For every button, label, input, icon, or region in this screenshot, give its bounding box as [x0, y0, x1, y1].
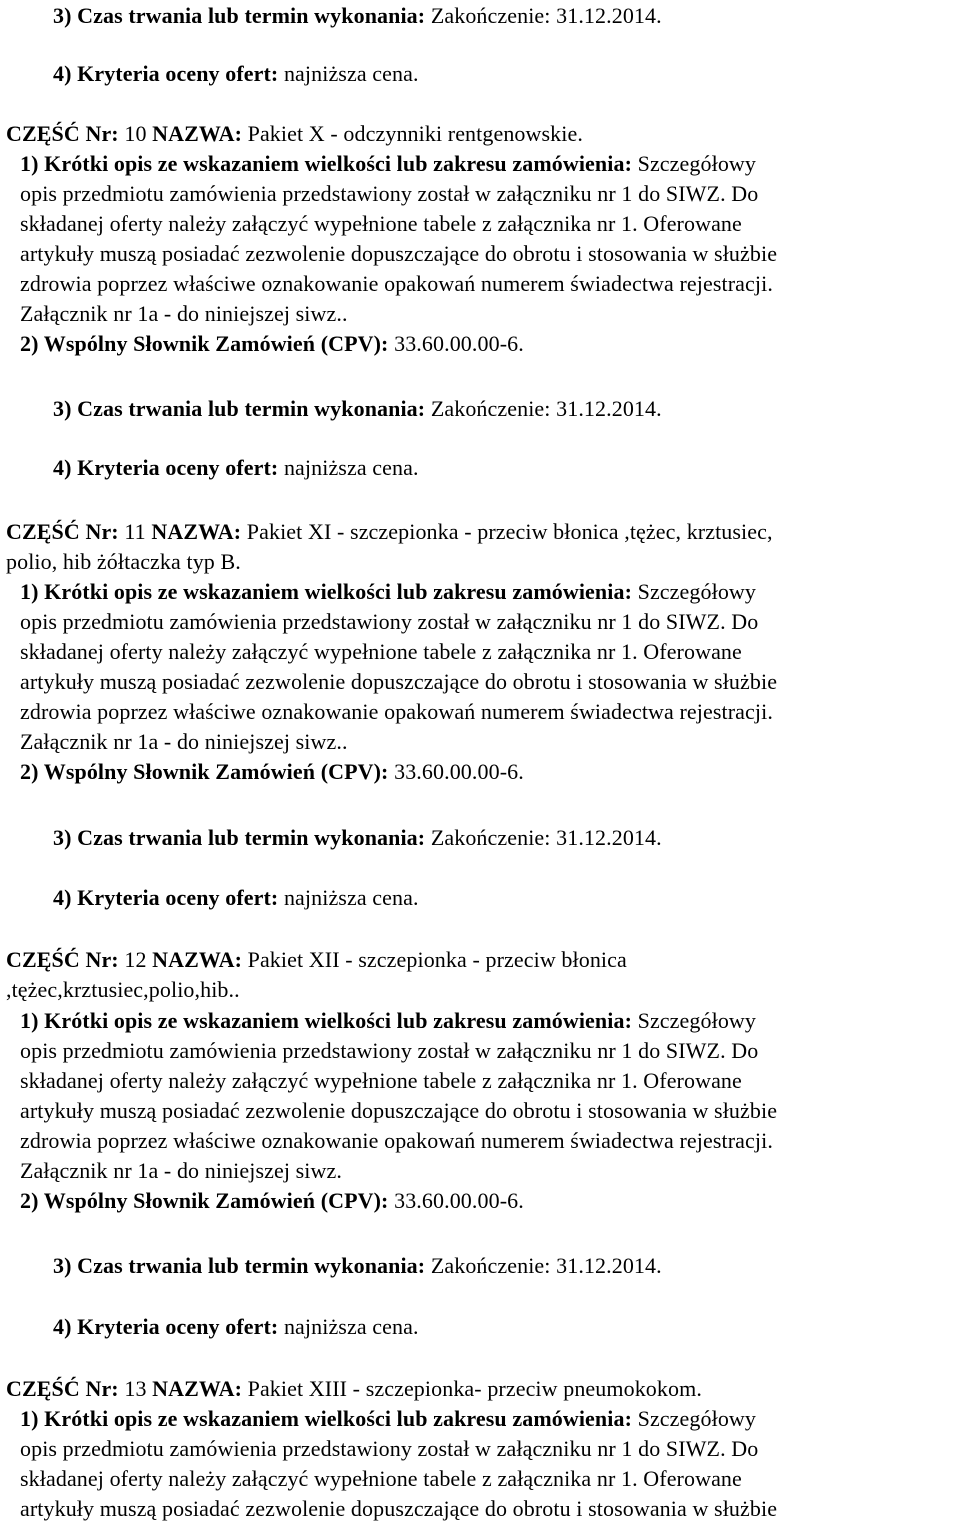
kryteria-line: 4) Kryteria oceny ofert: najniższa cena. [53, 1314, 419, 1339]
desc-line: opis przedmiotu zamówienia przedstawiony został w załączniku nr 1 do SIWZ. Do [20, 1038, 759, 1063]
desc-line: zdrowia poprzez właściwe oznakowanie opakowań numerem świadectwa rejestracji. [20, 1128, 773, 1153]
part-heading: CZĘŚĆ Nr: 12 NAZWA: Pakiet XII - szczepionka - przeciw błonica [6, 947, 627, 972]
czas-line: 3) Czas trwania lub termin wykonania: Zakończenie: 31.12.2014. [53, 3, 662, 28]
attachment-line: Załącznik nr 1a - do niniejszej siwz.. [20, 729, 348, 754]
part-heading-cont: ,tężec,krztusiec,polio,hib.. [6, 977, 240, 1002]
cpv-line: 2) Wspólny Słownik Zamówień (CPV): 33.60.00.00-6. [20, 331, 524, 356]
kryteria-line: 4) Kryteria oceny ofert: najniższa cena. [53, 61, 419, 86]
part-heading: CZĘŚĆ Nr: 11 NAZWA: Pakiet XI - szczepionka - przeciw błonica ,tężec, krztusiec, [6, 519, 773, 544]
part-heading: CZĘŚĆ Nr: 13 NAZWA: Pakiet XIII - szczepionka- przeciw pneumokokom. [6, 1376, 702, 1401]
attachment-line: Załącznik nr 1a - do niniejszej siwz. [20, 1158, 342, 1183]
desc-line: artykuły muszą posiadać zezwolenie dopuszczające do obrotu i stosowania w służbie [20, 1098, 778, 1123]
kryteria-line: 4) Kryteria oceny ofert: najniższa cena. [53, 885, 419, 910]
desc-line: 1) Krótki opis ze wskazaniem wielkości lub zakresu zamówienia: Szczegółowy [20, 579, 757, 604]
cpv-line: 2) Wspólny Słownik Zamówień (CPV): 33.60.00.00-6. [20, 759, 524, 784]
desc-line: artykuły muszą posiadać zezwolenie dopuszczające do obrotu i stosowania w służbie [20, 241, 778, 266]
desc-line: zdrowia poprzez właściwe oznakowanie opakowań numerem świadectwa rejestracji. [20, 271, 773, 296]
cpv-line: 2) Wspólny Słownik Zamówień (CPV): 33.60.00.00-6. [20, 1188, 524, 1213]
desc-line: składanej oferty należy załączyć wypełnione tabele z załącznika nr 1. Oferowane [20, 1068, 742, 1093]
desc-line: 1) Krótki opis ze wskazaniem wielkości lub zakresu zamówienia: Szczegółowy [20, 151, 757, 176]
czas-line: 3) Czas trwania lub termin wykonania: Zakończenie: 31.12.2014. [53, 396, 662, 421]
desc-line: 1) Krótki opis ze wskazaniem wielkości lub zakresu zamówienia: Szczegółowy [20, 1406, 757, 1431]
desc-line: składanej oferty należy załączyć wypełnione tabele z załącznika nr 1. Oferowane [20, 639, 742, 664]
desc-line: opis przedmiotu zamówienia przedstawiony został w załączniku nr 1 do SIWZ. Do [20, 609, 759, 634]
desc-line: opis przedmiotu zamówienia przedstawiony został w załączniku nr 1 do SIWZ. Do [20, 181, 759, 206]
desc-line: artykuły muszą posiadać zezwolenie dopuszczające do obrotu i stosowania w służbie [20, 669, 778, 694]
attachment-line: Załącznik nr 1a - do niniejszej siwz.. [20, 301, 348, 326]
kryteria-line: 4) Kryteria oceny ofert: najniższa cena. [53, 455, 419, 480]
desc-line: zdrowia poprzez właściwe oznakowanie opakowań numerem świadectwa rejestracji. [20, 699, 773, 724]
desc-line: składanej oferty należy załączyć wypełnione tabele z załącznika nr 1. Oferowane [20, 1466, 742, 1491]
part-heading: CZĘŚĆ Nr: 10 NAZWA: Pakiet X - odczynniki rentgenowskie. [6, 121, 583, 146]
part-heading-cont: polio, hib żółtaczka typ B. [6, 549, 241, 574]
czas-line: 3) Czas trwania lub termin wykonania: Zakończenie: 31.12.2014. [53, 825, 662, 850]
desc-line: 1) Krótki opis ze wskazaniem wielkości lub zakresu zamówienia: Szczegółowy [20, 1008, 757, 1033]
desc-line: opis przedmiotu zamówienia przedstawiony został w załączniku nr 1 do SIWZ. Do [20, 1436, 759, 1461]
desc-line: składanej oferty należy załączyć wypełnione tabele z załącznika nr 1. Oferowane [20, 211, 742, 236]
desc-line: artykuły muszą posiadać zezwolenie dopuszczające do obrotu i stosowania w służbie [20, 1496, 778, 1521]
czas-line: 3) Czas trwania lub termin wykonania: Zakończenie: 31.12.2014. [53, 1253, 662, 1278]
